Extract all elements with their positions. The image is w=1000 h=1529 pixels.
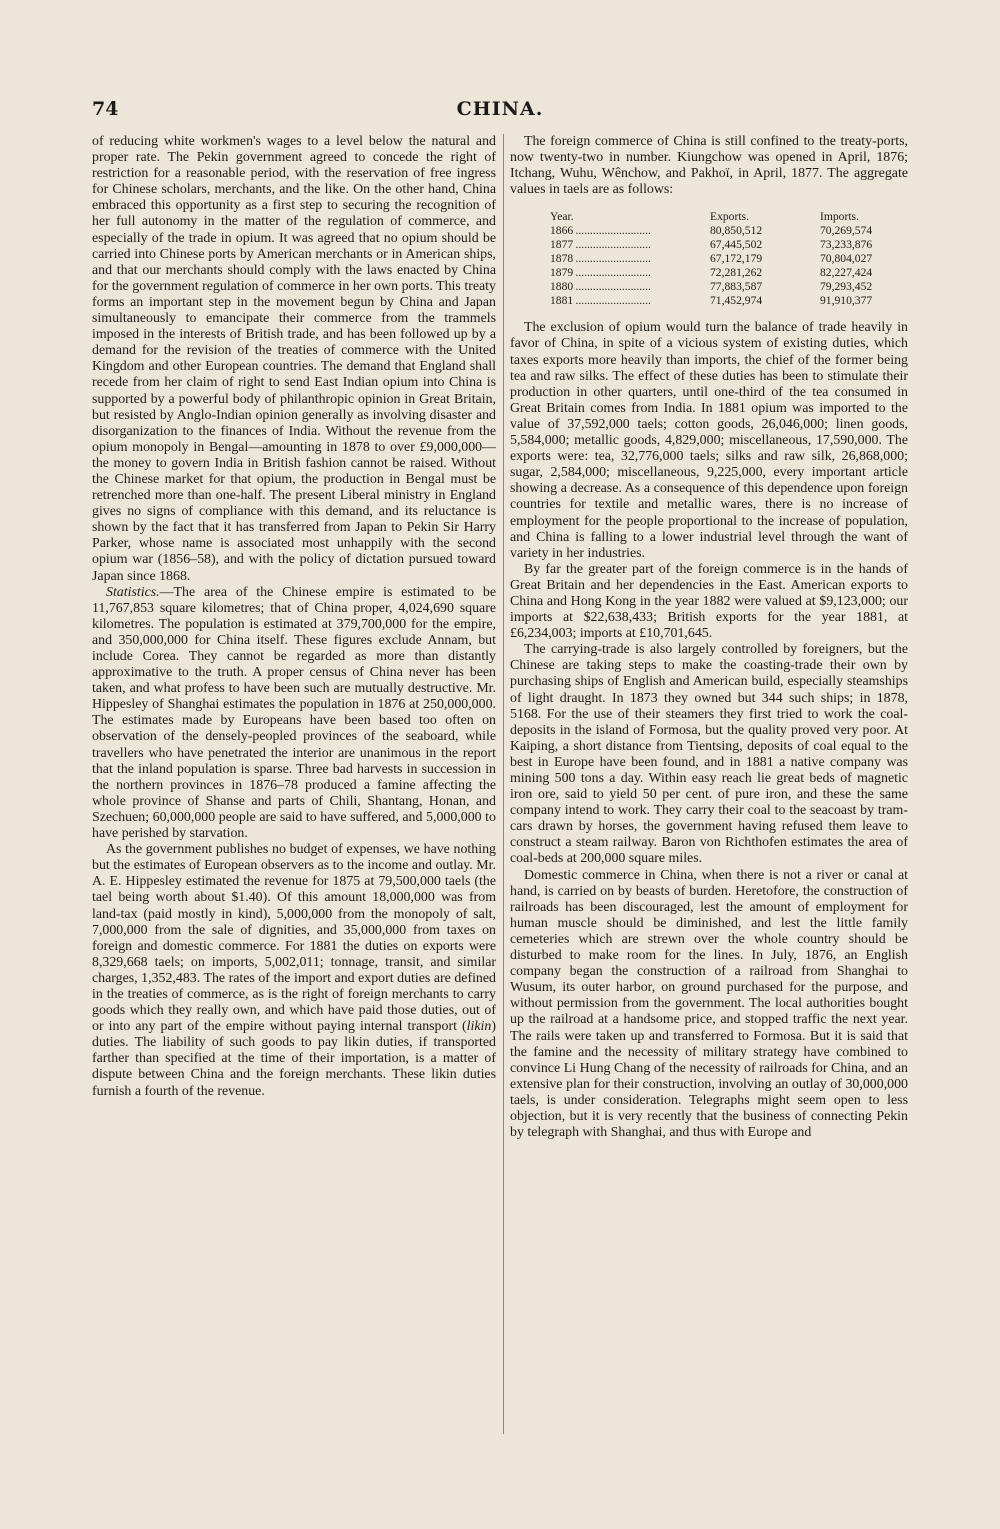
page-header [92,98,908,126]
imports-cell: 91,910,377 [820,294,873,308]
trade-table [550,210,890,308]
exports-cell: 77,883,587 [710,280,763,294]
year-cell: 1881 .......................... [550,294,651,308]
section-lead: Statistics. [106,584,160,600]
column-header: Imports. [820,210,859,224]
paragraph: The exclusion of opium would turn the balance of trade heavily in favor of China, in spite of a vicious system of existing duties, which taxes exports more heavily than imports, the chief of the former being tea and raw silks. The effect of these duties has been to stimulate their production in other quarters, until one-third of the tea consumed in Great Britain comes from India. In 1881 opium was imported to the value of 37,592,000 taels; cotton goods, 26,046,000; linen goods, 5,584,000; metallic goods, 4,829,000; miscellaneous, 17,590,000. The exports were: tea, 32,776,000 taels; silks and raw silk, 26,868,000; sugar, 2,584,000; miscellaneous, 9,225,000, every important article showing a decrease. As a consequence of this dependence upon foreign countries for textile and metallic wares, there is no increase of employment for the people proportional to the increase of population, and China is falling to a lower industrial level through the want of variety in her industries. [510,320,908,561]
paragraph: Statistics.—The area of the Chinese empire is estimated to be 11,767,853 square kilometres; that of China proper, 4,024,690 square kilometres. The population is estimated at 379,700,000 for the empire, and 350,000,000 for China itself. These figures exclude Annam, but include Corea. They cannot be regarded as more than distantly approximative to the truth. A proper census of China never has been taken, and what profess to have been such are mutually destructive. Mr. Hippesley of Shanghai estimates the population in 1876 at 250,000,000. The estimates made by Europeans have been based too often on observation of the densely-peopled provinces of the seaboard, while travellers who have penetrated the interior are unanimous in the report that the inland population is sparse. Three bad harvests in succession in the northern provinces in 1876–78 produced a famine affecting the whole province of Shanse and parts of Chili, Shantang, Honan, and Szechuen; 60,000,000 people are said to have suffered, and 5,000,000 to have perished by starvation. [92,584,496,842]
paragraph: By far the greater part of the foreign commerce is in the hands of Great Britain and her dependencies in the East. American exports to China and Hong Kong in the year 1882 were valued at $9,123,000; our imports at $22,638,433; British exports for the year 1881, at £6,234,003; imports at £10,701,645. [510,561,908,642]
imports-cell: 79,293,452 [820,280,873,294]
right-column [510,134,908,1141]
year-cell: 1878 .......................... [550,252,651,266]
table-row [550,252,890,266]
exports-cell: 67,445,502 [710,238,763,252]
year-cell: 1879 .......................... [550,266,651,280]
left-column [92,134,496,1100]
exports-cell: 72,281,262 [710,266,763,280]
exports-cell: 80,850,512 [710,224,763,238]
year-cell: 1866 .......................... [550,224,651,238]
year-cell: 1880 .......................... [550,280,651,294]
paragraph: As the government publishes no budget of expenses, we have nothing but the estimates of European observers as to the income and outlay. Mr. A. E. Hippesley estimated the revenue for 1875 at 79,500,000 taels (the tael being worth about $1.40). Of this amount 18,000,000 was from land-tax (paid mostly in kind), 5,000,000 from the monopoly of salt, 7,000,000 from the sale of dignities, and 35,000,000 from taxes on foreign and domestic commerce. For 1881 the duties on exports were 8,329,668 taels; on imports, 5,002,011; tonnage, transit, and similar charges, 1,352,483. The rates of the import and export duties are defined in the treaties of commerce, as is the right of foreign merchants to carry goods which they really own, and which have paid those duties, out of or into any part of the empire without paying internal transport (likin) duties. The liability of such goods to pay likin duties, if transported farther than specified at the time of their importation, is a matter of dispute between China and the foreign merchants. These likin duties furnish a fourth of the revenue. [92,842,496,1099]
exports-cell: 71,452,974 [710,294,763,308]
imports-cell: 70,804,027 [820,252,873,266]
table-row [550,266,890,280]
running-title: CHINA. [456,98,544,120]
column-divider [503,134,504,1434]
table-row [550,238,890,252]
paragraph: The carrying-trade is also largely controlled by foreigners, but the Chinese are taking steps to make the coasting-trade their own by purchasing ships of English and American build, especially steamships of light draught. In 1873 they owned but 344 such ships; in 1878, 5168. For the use of their steamers they first tried to work the coal-deposits in the island of Formosa, but the quality proved very poor. At Kaiping, a short distance from Tientsing, deposits of coal equal to the best in Europe have been found, and in 1881 a native company was mining 500 tons a day. Within easy reach lie great beds of magnetic iron ore, said to yield 50 per cent. of pure iron, and these the same company intend to work. They carry their coal to the seacoast by tram-cars drawn by horses, the government having refused them leave to construct a steam railway. Baron von Richthofen estimates the area of coal-beds at 200,000 square miles. [510,642,908,867]
table-body [550,224,890,308]
table-row [550,280,890,294]
imports-cell: 70,269,574 [820,224,873,238]
paragraph: Domestic commerce in China, when there is not a river or canal at hand, is carried on by beasts of burden. Heretofore, the construction of railroads has been discouraged, lest the amount of employment for human muscle should be diminished, and lest the little family cemeteries which are strewn over the whole country should be disturbed to make room for the lines. In July, 1876, an English company began the construction of a railroad from Shanghai to Wusum, its outer harbor, on ground purchased for the purpose, and without permission from the government. The local authorities bought up the railroad at a handsome price, and stopped traffic the next year. The rails were taken up and transferred to Formosa. But it is said that the famine and the necessity of military strategy have combined to convince Li Hung Chang of the necessity of railroads for China, and an extensive plan for their construction, involving an outlay of 30,000,000 taels, is under consideration. Telegraphs might seem open to less objection, but it is very recently that the business of connecting Pekin by telegraph with Shanghai, and thus with Europe and [510,867,908,1141]
paragraph: of reducing white workmen's wages to a level below the natural and proper rate. The Pekin government agreed to concede the right of restriction for a reasonable period, with the reservation of free ingress for Chinese scholars, merchants, and the like. On the other hand, China embraced this opportunity as a first step to securing the recognition of her full autonomy in the matter of the regulation of commerce, and especially of the trade in opium. It was agreed that no opium should be carried into Chinese ports by American merchants or in American ships, and that our merchants should comply with the laws enacted by China for the government regulation of commerce in her own ports. This treaty forms an important step in the movement begun by China and Japan simultaneously to emancipate their commerce from the trammels imposed in the interests of British trade, and has been followed up by a demand for the revision of the treaties of commerce with the United Kingdom and other European countries. The demand that England shall recede from her claim of right to send East Indian opium into China is supported by a powerful body of philanthropic opinion in Great Britain, but resisted by Anglo-Indian opinion generally as involving disaster and disorganization to the finances of India. Without the revenue from the opium monopoly in Bengal—amounting in 1878 to over £9,000,000—the money to govern India in British fashion cannot be raised. Without the Chinese market for that opium, the production in Bengal must be retrenched more than one-half. The present Liberal ministry in England gives no signs of compliance with this demand, and its reluctance is shown by the fact that it has transferred from Japan to Pekin Sir Harry Parker, whose name is associated most unhappily with the second opium war (1856–58), and with the policy of dictation pursued toward Japan since 1868. [92,134,496,584]
table-row [550,224,890,238]
imports-cell: 82,227,424 [820,266,873,280]
table-header-row [550,210,890,224]
column-header: Exports. [710,210,749,224]
year-cell: 1877 .......................... [550,238,651,252]
imports-cell: 73,233,876 [820,238,873,252]
page-number: 74 [92,98,119,120]
table-row [550,294,890,308]
column-header: Year. [550,210,574,224]
exports-cell: 67,172,179 [710,252,763,266]
paragraph: The foreign commerce of China is still confined to the treaty-ports, now twenty-two in number. Kiungchow was opened in April, 1876; Itchang, Wuhu, Wênchow, and Pakhoï, in April, 1877. The aggregate values in taels are as follows: [510,134,908,198]
